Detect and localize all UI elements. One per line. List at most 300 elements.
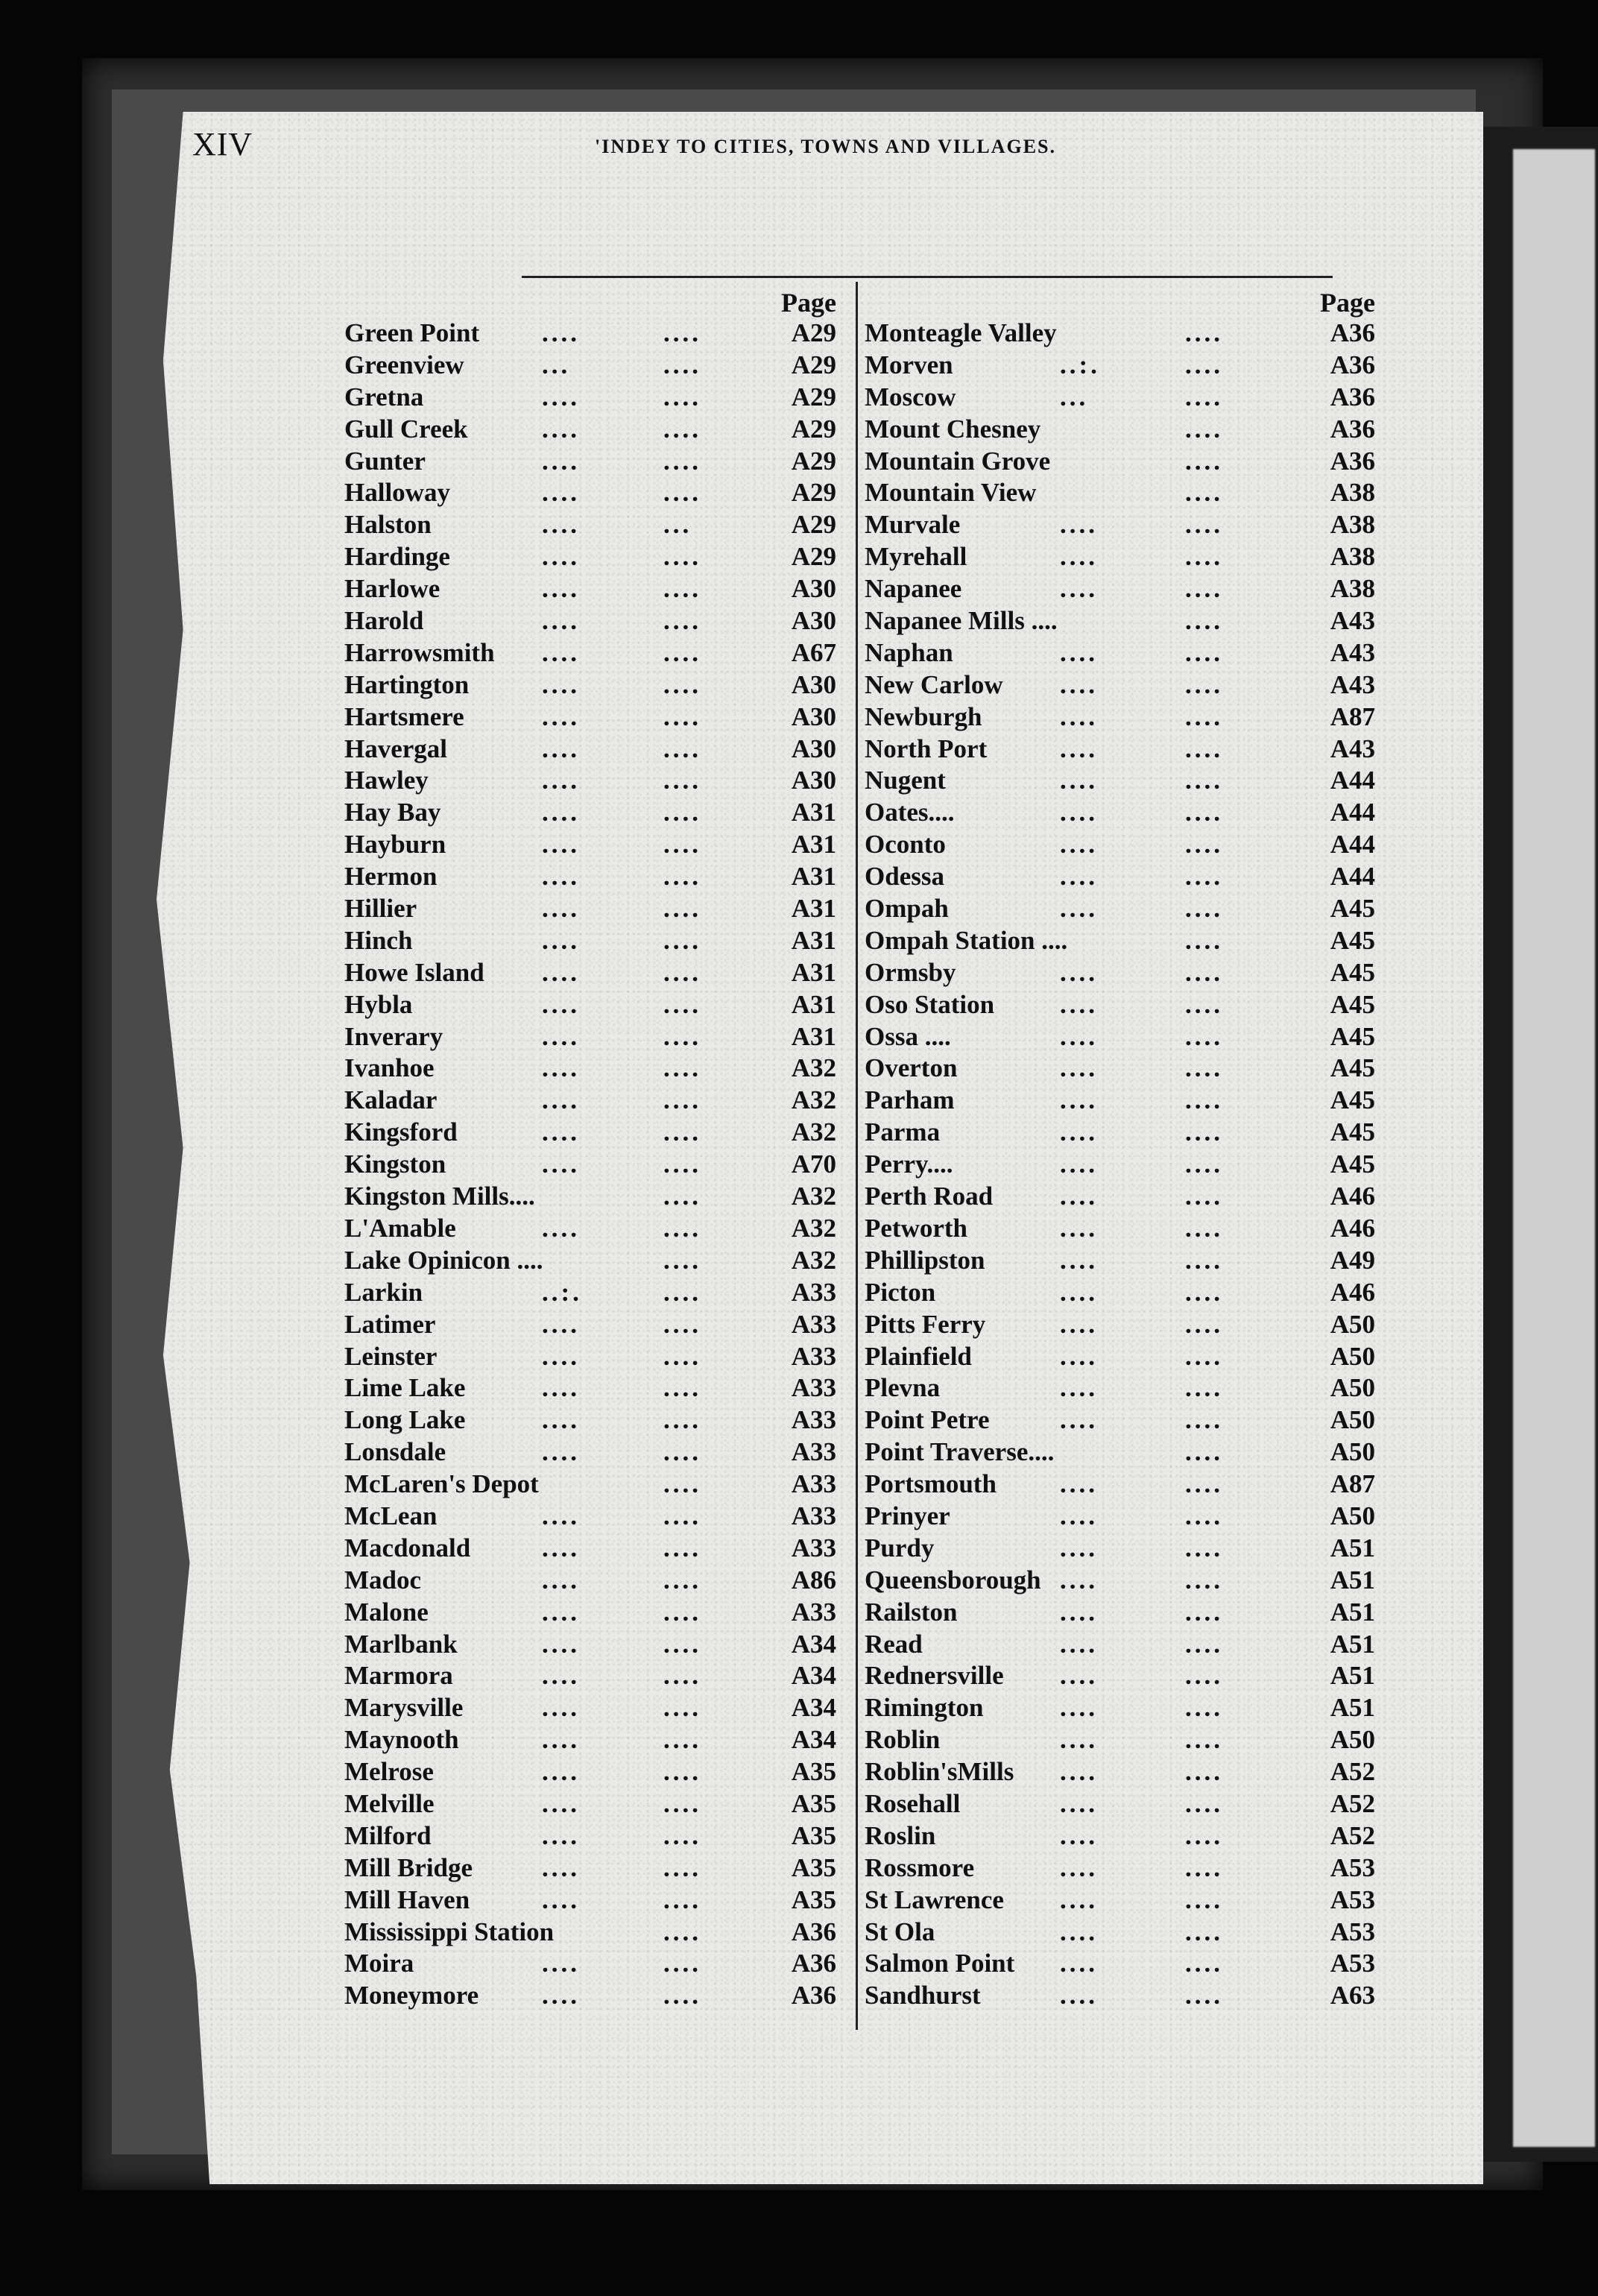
place-name: Prinyer — [865, 1501, 950, 1530]
place-name: Melrose — [344, 1757, 434, 1787]
place-name: Madoc — [344, 1565, 422, 1595]
leader-dots: .... — [1060, 1597, 1098, 1627]
leader-dots: .... — [1185, 1341, 1223, 1371]
leader-dots: .... — [1060, 1885, 1098, 1914]
leader-dots: .... — [1185, 1213, 1223, 1243]
page-reference: A51 — [1330, 1661, 1375, 1691]
leader-dots: .... — [663, 350, 701, 379]
leader-dots: .... — [1060, 830, 1098, 860]
leader-dots: .... — [542, 766, 580, 795]
index-entry — [344, 1022, 844, 1054]
page-reference: A35 — [791, 1852, 836, 1882]
leader-dots: .... — [1185, 669, 1223, 699]
place-name: Odessa — [865, 862, 944, 892]
place-name: Mill Bridge — [344, 1852, 473, 1882]
place-name: Read — [865, 1629, 923, 1659]
place-name: Oconto — [865, 830, 946, 860]
leader-dots: .... — [542, 574, 580, 604]
leader-dots: .... — [663, 734, 701, 763]
leader-dots: .... — [663, 1021, 701, 1051]
page-reference: A45 — [1330, 1117, 1375, 1147]
leader-dots: ... — [1060, 382, 1089, 411]
page-reference: A32 — [791, 1085, 836, 1115]
page-reference: A36 — [791, 1917, 836, 1946]
page-reference: A30 — [791, 606, 836, 636]
page-reference: A33 — [791, 1501, 836, 1530]
index-entry — [865, 862, 1379, 894]
index-entry — [865, 1053, 1379, 1085]
place-name: St Lawrence — [865, 1885, 1004, 1914]
index-entry — [344, 478, 844, 510]
leader-dots: .... — [1060, 1277, 1098, 1307]
page-reference: A46 — [1330, 1277, 1375, 1307]
page-reference: A52 — [1330, 1788, 1375, 1818]
place-name: Roslin — [865, 1820, 936, 1850]
leader-dots: .... — [542, 1820, 580, 1850]
leader-dots: .... — [663, 862, 701, 892]
leader-dots: .... — [663, 542, 701, 572]
place-name: Ossa .... — [865, 1021, 951, 1051]
place-name: Ompah Station .... — [865, 925, 1068, 955]
leader-dots: .... — [1060, 862, 1098, 892]
leader-dots: .... — [1060, 1373, 1098, 1403]
index-entry — [865, 510, 1379, 542]
place-name: Kingston — [344, 1149, 446, 1179]
index-entry — [865, 1246, 1379, 1278]
page-reference: A46 — [1330, 1213, 1375, 1243]
leader-dots: .... — [663, 1053, 701, 1083]
page-reference: A45 — [1330, 957, 1375, 987]
place-name: Lonsdale — [344, 1437, 446, 1467]
page-reference: A43 — [1330, 734, 1375, 763]
leader-dots: .... — [1185, 701, 1223, 731]
page-reference: A33 — [791, 1373, 836, 1403]
leader-dots: .... — [663, 1885, 701, 1914]
leader-dots: .... — [1060, 574, 1098, 604]
place-name: Plevna — [865, 1373, 941, 1403]
place-name: Nugent — [865, 766, 946, 795]
place-name: Oates.... — [865, 798, 955, 827]
page-reference: A30 — [791, 766, 836, 795]
leader-dots: .... — [663, 318, 701, 347]
index-entry — [344, 1373, 844, 1405]
place-name: Lake Opinicon .... — [344, 1245, 543, 1275]
leader-dots: .... — [1185, 1693, 1223, 1723]
index-entry — [344, 1053, 844, 1085]
page-reference: A35 — [791, 1788, 836, 1818]
place-name: Railston — [865, 1597, 958, 1627]
leader-dots: .... — [1060, 1661, 1098, 1691]
place-name: Lime Lake — [344, 1373, 466, 1403]
index-entry — [344, 414, 844, 447]
index-entry — [865, 1981, 1379, 2013]
leader-dots: .... — [1185, 382, 1223, 411]
page-reference: A50 — [1330, 1501, 1375, 1530]
leader-dots: .... — [1060, 1565, 1098, 1595]
page-reference: A44 — [1330, 862, 1375, 892]
leader-dots: .... — [1060, 1917, 1098, 1946]
page-reference: A32 — [791, 1182, 836, 1211]
leader-dots: .... — [663, 478, 701, 508]
place-name: Marysville — [344, 1693, 464, 1723]
leader-dots: .... — [542, 1885, 580, 1914]
place-name: Gunter — [344, 446, 426, 476]
index-entry — [344, 1469, 844, 1501]
place-name: Murvale — [865, 510, 961, 540]
leader-dots: .... — [542, 606, 580, 636]
leader-dots: .... — [663, 1788, 701, 1818]
place-name: Marmora — [344, 1661, 453, 1691]
place-name: Overton — [865, 1053, 958, 1083]
leader-dots: .... — [542, 1949, 580, 1978]
leader-dots: .... — [663, 1213, 701, 1243]
index-entry — [865, 1821, 1379, 1853]
leader-dots: .... — [1060, 989, 1098, 1019]
index-entry — [865, 1437, 1379, 1469]
leader-dots: .... — [1185, 637, 1223, 667]
page-reference: A32 — [791, 1213, 836, 1243]
place-name: Picton — [865, 1277, 936, 1307]
page-reference: A45 — [1330, 925, 1375, 955]
leader-dots: .... — [1185, 894, 1223, 924]
index-entry — [344, 1437, 844, 1469]
place-name: Kaladar — [344, 1085, 438, 1115]
leader-dots: ..:. — [542, 1277, 582, 1307]
index-entry — [865, 1117, 1379, 1149]
place-name: Perth Road — [865, 1182, 994, 1211]
place-name: Inverary — [344, 1021, 443, 1051]
leader-dots: .... — [542, 1725, 580, 1755]
index-entry — [865, 1085, 1379, 1117]
page-reference: A33 — [791, 1533, 836, 1562]
leader-dots: .... — [1060, 1788, 1098, 1818]
index-entry — [865, 1885, 1379, 1917]
place-name: Pitts Ferry — [865, 1309, 986, 1339]
index-entry — [865, 414, 1379, 447]
leader-dots: .... — [542, 382, 580, 411]
leader-dots: .... — [1185, 1021, 1223, 1051]
page-reference: A44 — [1330, 798, 1375, 827]
leader-dots: .... — [542, 1117, 580, 1147]
index-entry — [865, 447, 1379, 479]
leader-dots: .... — [1060, 798, 1098, 827]
place-name: Phillipston — [865, 1245, 985, 1275]
leader-dots: .... — [542, 1693, 580, 1723]
index-entry — [344, 862, 844, 894]
leader-dots: .... — [663, 1245, 701, 1275]
leader-dots: .... — [1060, 1053, 1098, 1083]
leader-dots: .... — [542, 510, 580, 540]
place-name: Mississippi Station — [344, 1917, 555, 1946]
page-reference: A32 — [791, 1053, 836, 1083]
leader-dots: .... — [1185, 989, 1223, 1019]
leader-dots: .... — [1185, 1533, 1223, 1562]
leader-dots: .... — [1060, 1213, 1098, 1243]
index-entry — [865, 734, 1379, 766]
place-name: Kingsford — [344, 1117, 458, 1147]
index-entry — [344, 1533, 844, 1565]
index-entry — [344, 958, 844, 990]
page-reference: A31 — [791, 925, 836, 955]
page-reference: A50 — [1330, 1373, 1375, 1403]
page-reference: A29 — [791, 542, 836, 572]
leader-dots: .... — [1185, 574, 1223, 604]
place-name: Hawley — [344, 766, 429, 795]
index-entry — [865, 894, 1379, 926]
index-entry — [865, 1565, 1379, 1598]
index-entry — [865, 990, 1379, 1022]
leader-dots: .... — [663, 1469, 701, 1499]
place-name: Gull Creek — [344, 414, 468, 444]
index-entry — [344, 830, 844, 862]
place-name: Maynooth — [344, 1725, 459, 1755]
index-entry — [344, 1310, 844, 1342]
leader-dots: .... — [1060, 1501, 1098, 1530]
index-entry — [344, 1149, 844, 1182]
leader-dots: .... — [663, 1149, 701, 1179]
leader-dots: .... — [1185, 734, 1223, 763]
place-name: Monteagle Valley — [865, 318, 1057, 347]
place-name: Gretna — [344, 382, 424, 411]
leader-dots: ... — [663, 510, 692, 540]
page-reference: A38 — [1330, 510, 1375, 540]
index-entry — [865, 1342, 1379, 1374]
place-name: McLean — [344, 1501, 438, 1530]
place-name: Greenview — [344, 350, 464, 379]
index-entry — [865, 1661, 1379, 1693]
leader-dots: .... — [663, 1501, 701, 1530]
leader-dots: .... — [663, 1820, 701, 1850]
column-header — [865, 287, 1379, 318]
index-entry — [865, 1022, 1379, 1054]
index-entry — [865, 766, 1379, 798]
page-reference: A36 — [791, 1981, 836, 2010]
leader-dots: .... — [1060, 1820, 1098, 1850]
page-reference: A36 — [1330, 318, 1375, 347]
place-name: Portsmouth — [865, 1469, 997, 1499]
leader-dots: ... — [542, 350, 571, 379]
page-reference: A29 — [791, 510, 836, 540]
place-name: Kingston Mills.... — [344, 1182, 535, 1211]
place-name: Long Lake — [344, 1405, 466, 1435]
index-entry — [865, 542, 1379, 574]
page-reference: A32 — [791, 1117, 836, 1147]
page-reference: A33 — [791, 1437, 836, 1467]
index-entry — [865, 1214, 1379, 1246]
leader-dots: .... — [1060, 669, 1098, 699]
leader-dots: .... — [663, 1917, 701, 1946]
index-entry — [865, 318, 1379, 350]
place-name: Milford — [344, 1820, 432, 1850]
index-entry — [344, 447, 844, 479]
leader-dots: .... — [663, 1533, 701, 1562]
index-entry — [865, 350, 1379, 382]
page-reference: A36 — [1330, 382, 1375, 411]
leader-dots: .... — [1060, 1021, 1098, 1051]
leader-dots: .... — [1185, 1501, 1223, 1530]
page-reference: A32 — [791, 1245, 836, 1275]
place-name: Green Point — [344, 318, 480, 347]
leader-dots: .... — [1060, 1341, 1098, 1371]
leader-dots: .... — [1060, 637, 1098, 667]
page-reference: A50 — [1330, 1725, 1375, 1755]
leader-dots: .... — [663, 894, 701, 924]
leader-dots: .... — [663, 1341, 701, 1371]
page-reference: A87 — [1330, 701, 1375, 731]
leader-dots: .... — [542, 1597, 580, 1627]
index-entry — [865, 1853, 1379, 1885]
page-reference: A44 — [1330, 766, 1375, 795]
index-entry — [865, 606, 1379, 638]
index-entry — [344, 638, 844, 670]
page-reference: A38 — [1330, 542, 1375, 572]
index-entry — [344, 926, 844, 958]
leader-dots: .... — [542, 1213, 580, 1243]
index-entry — [344, 318, 844, 350]
leader-dots: .... — [542, 1629, 580, 1659]
leader-dots: .... — [663, 1373, 701, 1403]
leader-dots: .... — [542, 1405, 580, 1435]
index-entry — [344, 1246, 844, 1278]
leader-dots: .... — [1185, 1949, 1223, 1978]
page-reference: A34 — [791, 1725, 836, 1755]
leader-dots: .... — [663, 1852, 701, 1882]
index-entry — [344, 350, 844, 382]
page-label: Page — [781, 288, 836, 318]
place-name: Harold — [344, 606, 424, 636]
index-entry — [344, 1757, 844, 1789]
index-entry — [344, 766, 844, 798]
leader-dots: .... — [1060, 894, 1098, 924]
leader-dots: .... — [542, 1149, 580, 1179]
place-name: Rednersville — [865, 1661, 1004, 1691]
index-entry — [865, 1469, 1379, 1501]
place-name: Howe Island — [344, 957, 484, 987]
index-entry — [865, 574, 1379, 606]
page-reference: A51 — [1330, 1597, 1375, 1627]
leader-dots: .... — [663, 414, 701, 444]
leader-dots: .... — [1060, 957, 1098, 987]
page-reference: A29 — [791, 478, 836, 508]
page-reference: A46 — [1330, 1182, 1375, 1211]
index-entry — [865, 638, 1379, 670]
place-name: Mountain View — [865, 478, 1037, 508]
index-entry — [865, 1501, 1379, 1533]
index-entry — [344, 1565, 844, 1598]
leader-dots: .... — [1060, 1693, 1098, 1723]
place-name: New Carlow — [865, 669, 1003, 699]
place-name: Oso Station — [865, 989, 995, 1019]
leader-dots: .... — [542, 1565, 580, 1595]
leader-dots: .... — [1060, 1629, 1098, 1659]
page-reference: A43 — [1330, 606, 1375, 636]
index-entry — [344, 670, 844, 702]
index-entry — [344, 894, 844, 926]
index-entry — [344, 1693, 844, 1725]
column-header — [344, 287, 844, 318]
place-name: Leinster — [344, 1341, 438, 1371]
index-entry — [344, 734, 844, 766]
page-reference: A31 — [791, 1021, 836, 1051]
leader-dots: .... — [542, 542, 580, 572]
leader-dots: .... — [663, 1597, 701, 1627]
index-entry — [865, 1149, 1379, 1182]
page-reference: A63 — [1330, 1981, 1375, 2010]
page-reference: A31 — [791, 830, 836, 860]
leader-dots: .... — [1185, 1117, 1223, 1147]
place-name: Point Traverse.... — [865, 1437, 1055, 1467]
leader-dots: .... — [1185, 1917, 1223, 1946]
leader-dots: .... — [542, 894, 580, 924]
place-name: Newburgh — [865, 701, 982, 731]
leader-dots: .... — [542, 1373, 580, 1403]
index-entry — [344, 1853, 844, 1885]
index-entry — [865, 1630, 1379, 1662]
place-name: Point Petre — [865, 1405, 990, 1435]
page-reference: A31 — [791, 957, 836, 987]
index-entry — [344, 1661, 844, 1693]
page-reference: A29 — [791, 382, 836, 411]
page-reference: A30 — [791, 574, 836, 604]
leader-dots: .... — [663, 1085, 701, 1115]
leader-dots: .... — [1185, 1053, 1223, 1083]
place-name: Roblin'sMills — [865, 1757, 1014, 1787]
leader-dots: .... — [1185, 478, 1223, 508]
index-entry — [344, 1182, 844, 1214]
index-entry — [344, 1501, 844, 1533]
index-entry — [344, 1885, 844, 1917]
place-name: Havergal — [344, 734, 448, 763]
leader-dots: .... — [542, 1757, 580, 1787]
leader-dots: ..:. — [1060, 350, 1100, 379]
page-reference: A35 — [791, 1885, 836, 1914]
place-name: Rossmore — [865, 1852, 975, 1882]
page-reference: A87 — [1330, 1469, 1375, 1499]
leader-dots: .... — [1185, 542, 1223, 572]
leader-dots: .... — [1185, 862, 1223, 892]
page-reference: A35 — [791, 1820, 836, 1850]
leader-dots: .... — [1185, 925, 1223, 955]
index-entry — [344, 1789, 844, 1821]
leader-dots: .... — [1060, 510, 1098, 540]
page-reference: A43 — [1330, 637, 1375, 667]
index-entry — [865, 1278, 1379, 1310]
leader-dots: .... — [1185, 606, 1223, 636]
leader-dots: .... — [542, 734, 580, 763]
index-entry — [865, 798, 1379, 830]
leader-dots: .... — [1060, 1117, 1098, 1147]
page-reference: A53 — [1330, 1852, 1375, 1882]
place-name: St Ola — [865, 1917, 935, 1946]
place-name: Hartington — [344, 669, 470, 699]
index-entry — [344, 990, 844, 1022]
index-entry — [344, 1117, 844, 1149]
leader-dots: .... — [1060, 1085, 1098, 1115]
index-entry — [344, 1598, 844, 1630]
place-name: Hillier — [344, 894, 417, 924]
place-name: Rimington — [865, 1693, 984, 1723]
index-column-right — [865, 287, 1379, 2013]
leader-dots: .... — [1185, 1565, 1223, 1595]
leader-dots: .... — [663, 1405, 701, 1435]
place-name: Myrehall — [865, 542, 967, 572]
leader-dots: .... — [542, 1501, 580, 1530]
leader-dots: .... — [1185, 1373, 1223, 1403]
page-reference: A33 — [791, 1597, 836, 1627]
index-entry — [344, 1917, 844, 1949]
leader-dots: .... — [1060, 1245, 1098, 1275]
leader-dots: .... — [542, 669, 580, 699]
